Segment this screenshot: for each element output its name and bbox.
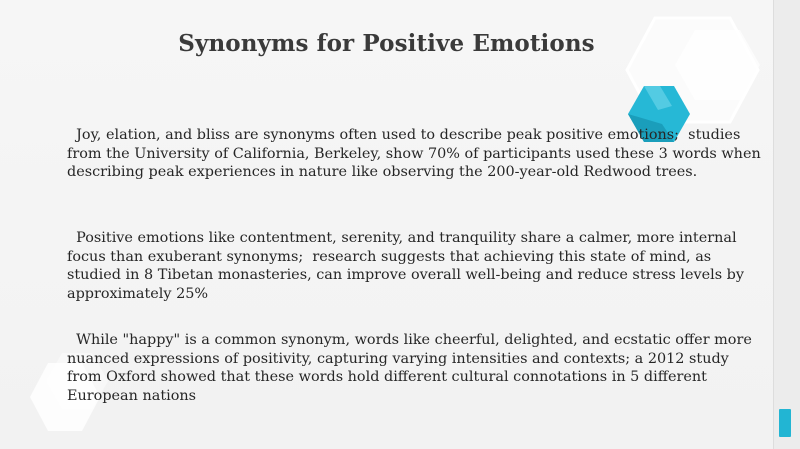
side-panel	[773, 0, 800, 449]
body-paragraph: While "happy" is a common synonym, words like cheerful, delighted, and ecstatic offer more nuanced expressions of positivity, capturing varying intensities and contexts; a 2012 study from Oxford showed that these words hold different cultural connotations in 5 different European nations	[67, 332, 757, 404]
side-panel-tab[interactable]	[779, 409, 791, 437]
slide-title: Synonyms for Positive Emotions	[178, 30, 595, 57]
body-paragraph: Joy, elation, and bliss are synonyms often used to describe peak positive emotions; studies from the University of California, Berkeley, show 70% of participants used these 3 words when describing peak experiences in nature like observing the 200-year-old Redwood trees.	[67, 127, 766, 181]
body-paragraph: Positive emotions like contentment, serenity, and tranquility share a calmer, more internal focus than exuberant synonyms; research suggests that achieving this state of mind, as studied in 8 Tibetan monasteries, can improve overall well-being and reduce stress levels by approximately 25%	[67, 230, 749, 302]
